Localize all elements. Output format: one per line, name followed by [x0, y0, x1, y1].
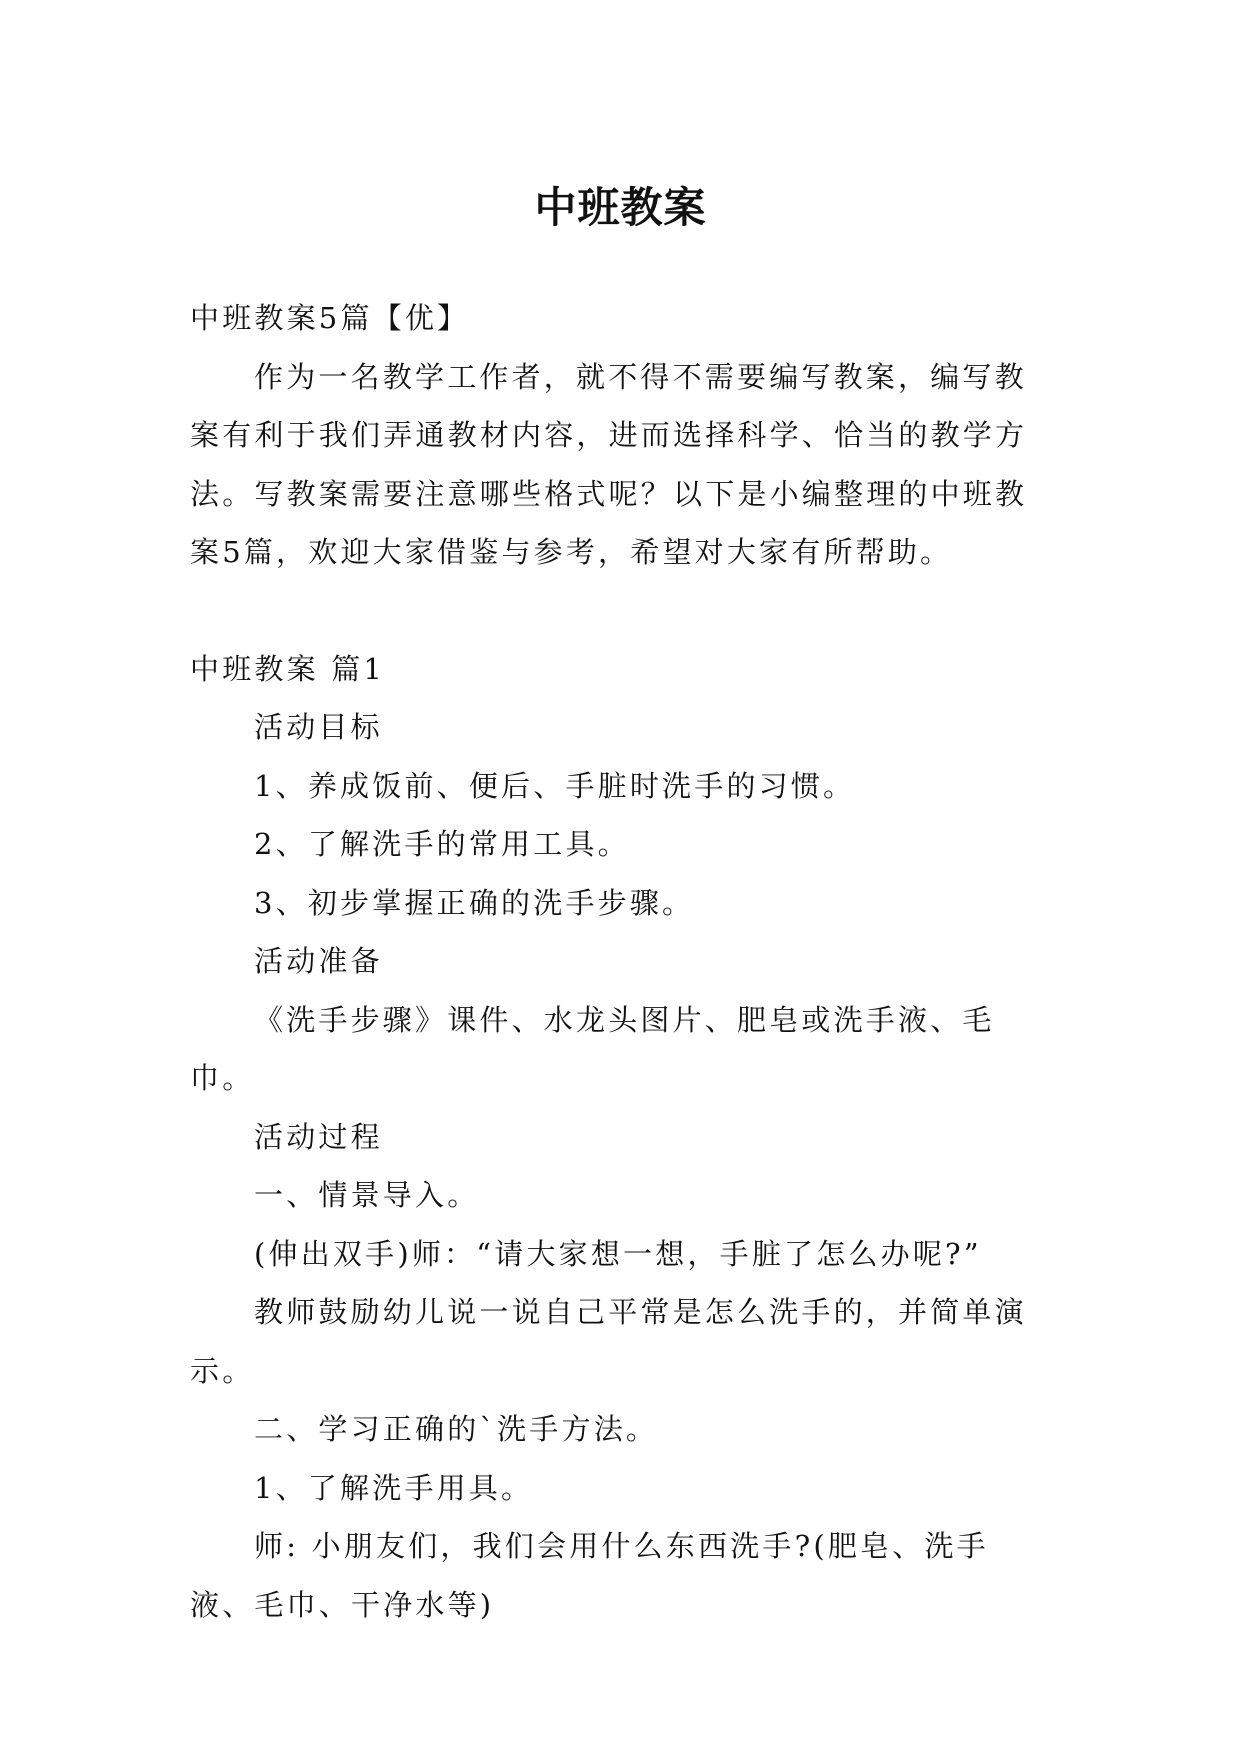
- subheading-activity-goals: 活动目标: [254, 710, 383, 744]
- preparation-text: 《洗手步骤》课件、水龙头图片、肥皂或洗手液、毛巾。: [190, 1002, 995, 1095]
- section-heading: 中班教案 篇1: [190, 651, 386, 686]
- intro-heading: 中班教案5篇【优】: [190, 301, 470, 335]
- substep-tools: 1、了解洗手用具。: [254, 1470, 534, 1505]
- document-body: [190, 289, 1050, 1634]
- intro-paragraph: 作为一名教学工作者，就不得不需要编写教案，编写教案有利于我们弄通教材内容，进而选择科学、恰当的教学方法。写教案需要注意哪些格式呢？以下是小编整理的中班教案5篇，欢迎大家借鉴与参考，希望对大家有所帮助。: [190, 359, 1028, 569]
- goal-item-2: 2、了解洗手的常用工具。: [254, 827, 630, 861]
- process-step-1: 一、情景导入。: [254, 1178, 480, 1212]
- teacher-question: (伸出双手)师：“请大家想一想，手脏了怎么办呢?”: [254, 1236, 982, 1271]
- teacher-tools-question: 师: 小朋友们，我们会用什么东西洗手?(肥皂、洗手液、毛巾、干净水等): [190, 1529, 989, 1622]
- process-step-2: 二、学习正确的`洗手方法。: [254, 1412, 659, 1446]
- teacher-encourage-paragraph: 教师鼓励幼儿说一说自己平常是怎么洗手的，并简单演示。: [190, 1295, 1027, 1388]
- subheading-activity-preparation: 活动准备: [254, 944, 383, 978]
- document-title: 中班教案: [534, 183, 707, 233]
- section-spacer: [190, 582, 1050, 640]
- subheading-activity-process: 活动过程: [254, 1119, 383, 1154]
- goal-item-1: 1、养成饭前、便后、手脏时洗手的习惯。: [254, 768, 856, 803]
- goal-item-3: 3、初步掌握正确的洗手步骤。: [254, 885, 695, 920]
